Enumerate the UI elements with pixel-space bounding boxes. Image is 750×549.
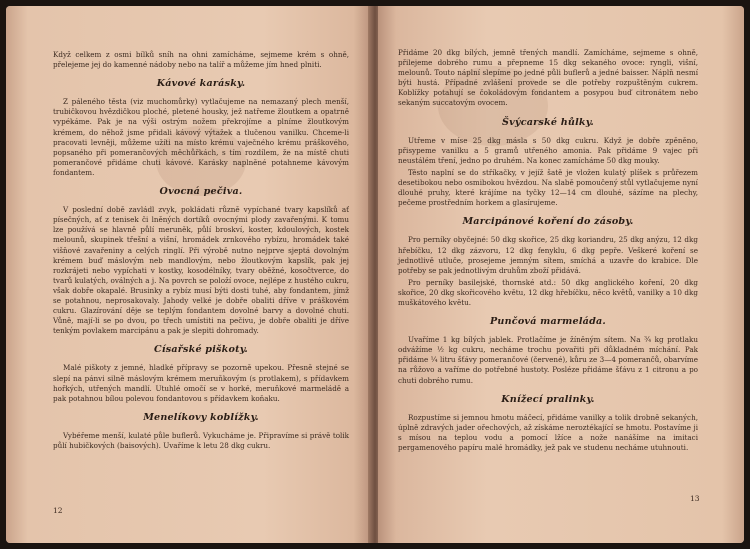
page-number-right: 13 [690,494,700,503]
section-paragraph: Pro perníky basilejské, thornské atd.: 50 dkg anglického koření, 20 dkg skořice, 20 dkg skořicového květu, 12 dkg hřebíčku, něco květů, vanilky a 10 dkg muškátového květu. [398,277,698,307]
section-title-marcipanove-koreni: Marcipánové koření do zásoby. [462,216,634,228]
section-paragraph: Uvaříme 1 kg bílých jablek. Protlačíme je žíněným sítem. Na ¾ kg protlaku odvážíme ½ kg cukru, necháme trochu povařiti při důkladném míchání. Pak přidáme ¼ litru šťávy pomerančové (červené), kůru ze 3—4 pomerančů, obarvíme na růžovo a vaříme do potřebné hustoty. Posléze přidáme šťávu z 1 citronu a po chuti dobrého rumu. [398,335,698,385]
left-intro: Když celkem z osmi bílků sníh na ohni zamícháme, sejmeme krém s ohně, přelejeme jej do kamenné nádoby nebo na talíř a můžeme jím hned plniti. [53,50,349,70]
section-paragraph: Z páleného těsta (viz muchomůrky) vytlačujeme na nemazaný plech menší, trubičkovou hvězdičkou ploché, pletené housky, jež natřeme žloutkem a opatrně vypékáme. Pak je na výši ostrým nožem překrojíme a plníme žloutkovým krémem, do něhož jsme přidali kávový výtažek a tlučenou vanilku. Chceme-li pracovati levněji, můžeme užíti na místo krému vaječného krému práškového, popsaného při pomerančových měchůřkách, s tím rozdílem, že na místě chuti pomerančové přidáme chuti kávové. Karásky naplněné potahneme kávovým fondantem. [53,97,349,177]
section-title-menelikovy-koblizky: Menelíkovy koblížky. [143,411,259,423]
right-column [398,48,698,455]
section-title-puncova-marmelada: Punčová marmeláda. [490,316,606,328]
section-title-knizeci-pralinky: Knížecí pralinky. [501,393,595,405]
section-title-svycarske-hulky: Švýcarské hůlky. [502,116,594,128]
section-paragraph: Utřeme v míse 25 dkg másla s 50 dkg cukru. Když je dobře zpěněno, přisypeme vanilku a 5 gramů utřeného amonia. Pak přidáme 9 vajec při neustálém tření, jedno po druhém. Na konec zamícháme 50 dkg mouky. [398,135,698,165]
section-title-cisarske-piskoty: Císařské piškoty. [154,344,248,356]
section-paragraph: Rozpustíme si jemnou hmotu máčecí, přidáme vanilky a tolik drobně sekaných, úplně zdravých jader ořechových, až získáme neroztékající se hmotu. Postavíme ji s mísou na teplou vodu a pomocí lžíce a nože nanášíme na imitaci pergamenového papíru malé hromádky, jež pak ve studenu necháme utuhnouti. [398,412,698,452]
section-paragraph: Pro perníky obyčejné: 50 dkg skořice, 25 dkg koriandru, 25 dkg anýzu, 12 dkg hřebíčku, 12 dkg zázvoru, 12 dkg fenyklu, 6 dkg pepře. Veškeré koření se jednotlivě utluče, prosejeme jemným sítem, smíchá a uzavře do krabice. Dle potřeby se pak jednotlivým druhům zboží přidává. [398,235,698,275]
book-spread [6,6,744,543]
section-title-kavove-karasky: Kávové karásky. [156,78,246,90]
left-column [53,50,349,453]
section-title-ovocna-peciva: Ovocná pečiva. [159,186,243,198]
left-page [6,6,372,543]
right-page [378,6,744,543]
section-paragraph: Vybéřeme menší, kulaté půle buflerů. Vykucháme je. Připravíme si právě tolik půlí hubičkových (baisových). Uvaříme k letu 28 dkg cukru. [53,430,349,450]
page-number-left: 12 [53,506,63,515]
section-paragraph: Těsto naplní se do stříkačky, v jejíž šatě je vložen kulatý plíšek s průřezem desetibokou nebo osmibokou hvězdou. Na slabě pomoučený stůl vytlačujeme nyní dlouhé pruhy, které krájíme na tyčky 12—14 cm dlouhé, sázíme na plechy, pečeme prostředním horkem a glasírujeme. [398,167,698,208]
section-paragraph: V poslední době zavládl zvyk, pokládati různě vypíchané tvary kapslíků ať písečných, ať z tenisek či lněných dortíků ovocnými plody zavařenými. K tomu lze používá se hlavně půlí meruněk, půlí broskví, koster, kdoulových, kostek melounů, skupinek třešní a višní, hromádek zrnkového rybízu, hromádek také višňové zavařeniny a celých ringlí. Při výrobě nutno nejprve sjeptá dovolným krémem buď máslovým neb mandlovým, nebo žloutkovým kapslík, pak jej rozkrájeti nebo vypíchati v kostky, kosodélníky, tvary oběžné, kosočtverce, do tvarů kulatých, oválných a j. Na povrch se položí ovoce, nejlépe z hustého cukru, však dobře okapalé. Brusinky a rybíz musí býti dosti tuhé, aby fondantem, jímž se potahnou, neprosakovaly. Jahody velké je dobře obaliti dříve v práškovém cukru. Glazírování děje se teplým fondantem dovolné barvy a dovolné chuti. Vůně, mají-li se po dvou, po třech umístiti na pečivu, je dobře obaliti je dříve tenkým povlakem marcipánu a pak je slepiti dohromady. [53,205,349,336]
right-intro: Přidáme 20 dkg bílých, jemně třených mandlí. Zamícháme, sejmeme s ohně, přilejeme dobrého rumu a přepneme 15 dkg sekaného ovoce: ryngli, višní, melounů. Touto náplní slepíme po jedné půli buflerů a jedné baisser. Náplň nesmí býti hustá. Případné zvlášení provede se dle potřeby rozpuštěným cukrem. Koblížky potahují se čokoládovým fondantem a posypou buď citronátem nebo sekaným succatovým ovocem. [398,48,698,108]
section-paragraph: Malé piškoty z jemné, hladké přípravy se pozorně upekou. Přesně stejné se slepí na pánvi silně máslovým krémem meruňkovým (s protlakem), s přídavkem hořkých, utřených mandlí. Utuhlé omočí se v horké, meruňkové marmeládě a pak potahnou bílou polevou fondantovou s přídavkem koňaku. [53,363,349,403]
